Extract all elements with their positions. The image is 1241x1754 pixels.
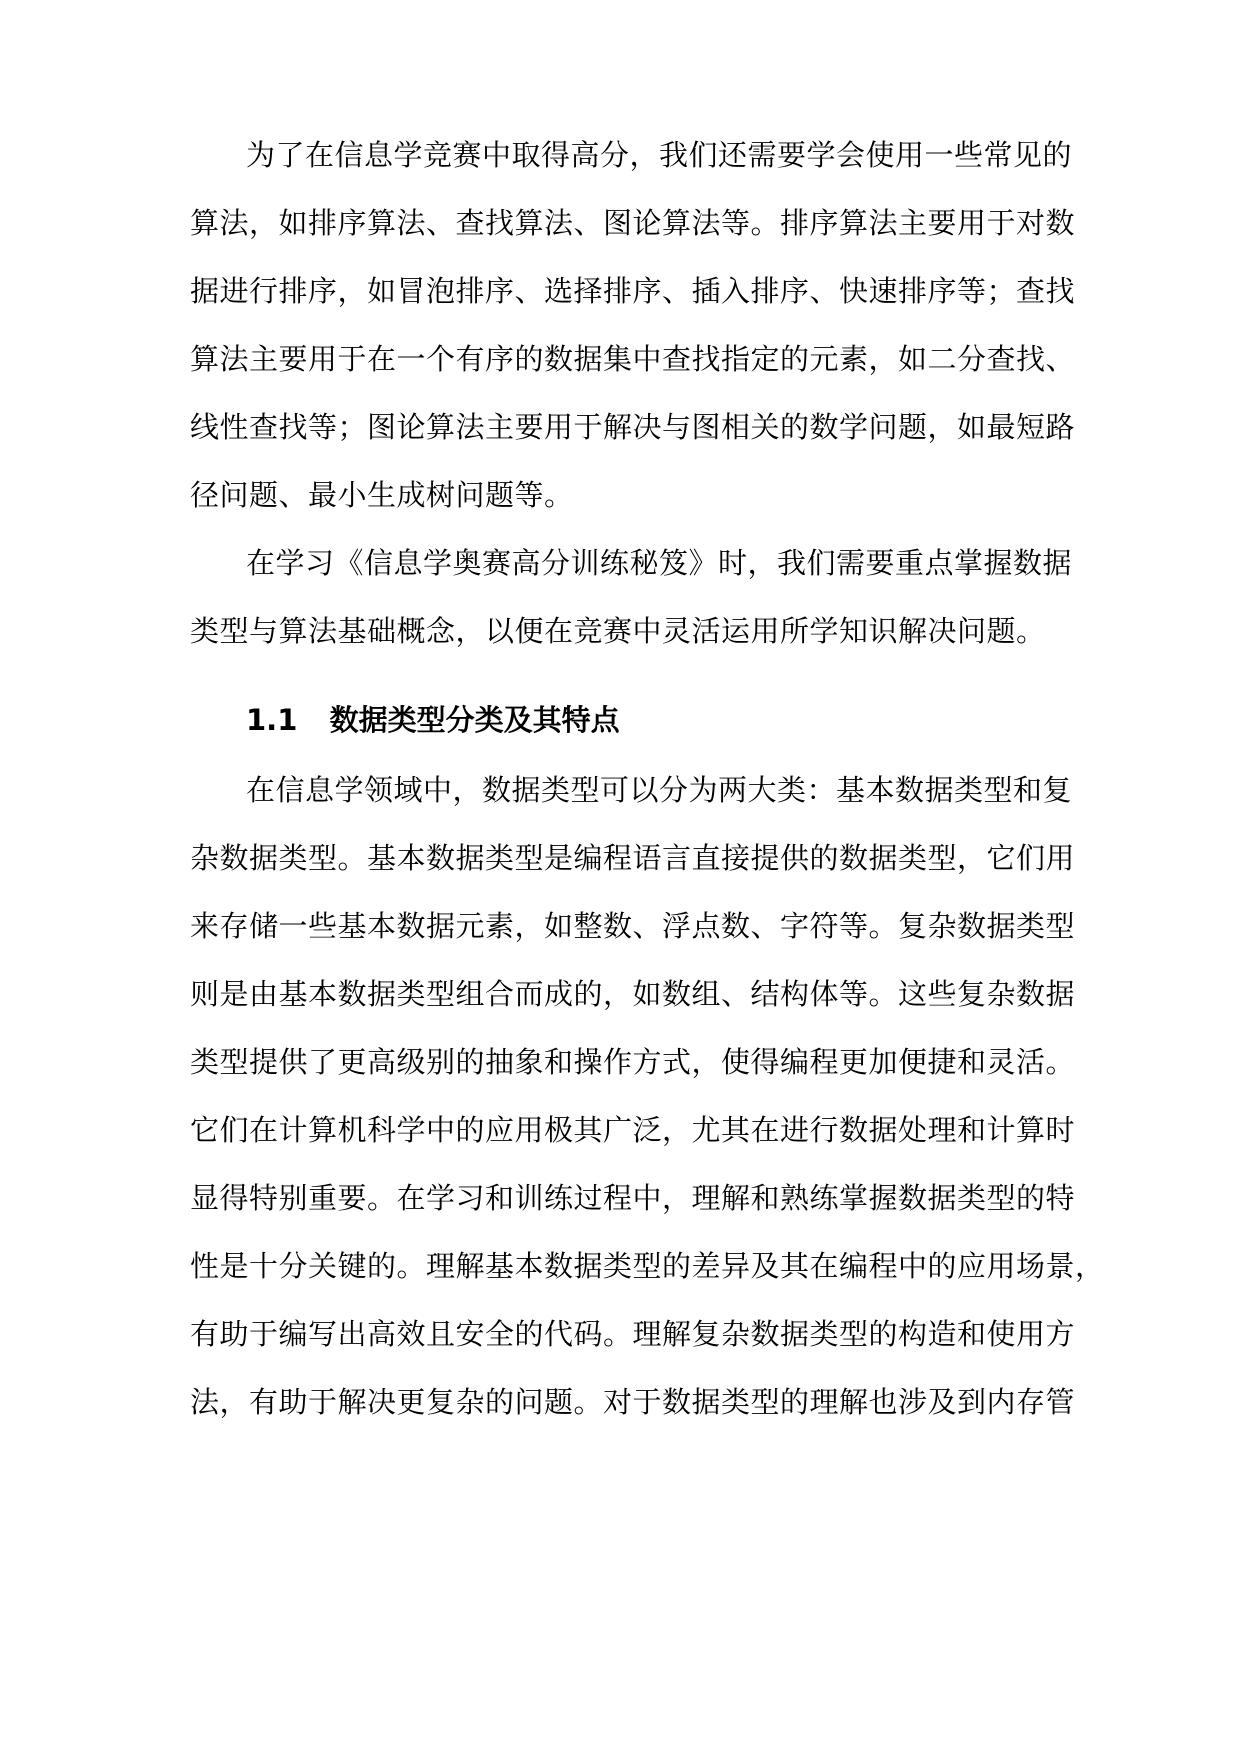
section-paragraph-line-2: 杂数据类型。基本数据类型是编程语言直接提供的数据类型，它们用 — [190, 841, 1076, 875]
section-paragraph-line-1: 在信息学领域中，数据类型可以分为两大类：基本数据类型和复 — [246, 773, 1073, 807]
paragraph-1-line-2: 算法，如排序算法、查找算法、图论算法等。排序算法主要用于对数 — [190, 206, 1076, 240]
section-title: 数据类型分类及其特点 — [329, 703, 620, 737]
paragraph-1-line-6: 径问题、最小生成树问题等。 — [190, 478, 574, 512]
section-heading — [246, 700, 620, 740]
section-paragraph-line-9: 有助于编写出高效且安全的代码。理解复杂数据类型的构造和使用方 — [190, 1317, 1076, 1351]
section-number: 1.1 — [246, 703, 298, 737]
section-paragraph-line-7: 显得特别重要。在学习和训练过程中，理解和熟练掌握数据类型的特 — [190, 1181, 1076, 1215]
paragraph-2-line-2: 类型与算法基础概念，以便在竞赛中灵活运用所学知识解决问题。 — [190, 614, 1046, 648]
paragraph-1-line-5: 线性查找等；图论算法主要用于解决与图相关的数学问题，如最短路 — [190, 410, 1076, 444]
section-paragraph-line-4: 则是由基本数据类型组合而成的，如数组、结构体等。这些复杂数据 — [190, 977, 1076, 1011]
section-paragraph-line-3: 来存储一些基本数据元素，如整数、浮点数、字符等。复杂数据类型 — [190, 909, 1076, 943]
section-paragraph-line-8: 性是十分关键的。理解基本数据类型的差异及其在编程中的应用场景， — [190, 1249, 1105, 1283]
paragraph-2-line-1: 在学习《信息学奥赛高分训练秘笈》时，我们需要重点掌握数据 — [246, 546, 1073, 580]
section-paragraph-line-10: 法，有助于解决更复杂的问题。对于数据类型的理解也涉及到内存管 — [190, 1385, 1076, 1419]
section-paragraph-line-5: 类型提供了更高级别的抽象和操作方式，使得编程更加便捷和灵活。 — [190, 1045, 1076, 1079]
section-paragraph-line-6: 它们在计算机科学中的应用极其广泛，尤其在进行数据处理和计算时 — [190, 1113, 1076, 1147]
paragraph-1-line-3: 据进行排序，如冒泡排序、选择排序、插入排序、快速排序等；查找 — [190, 274, 1076, 308]
paragraph-1-line-4: 算法主要用于在一个有序的数据集中查找指定的元素，如二分查找、 — [190, 342, 1076, 376]
paragraph-1-line-1: 为了在信息学竞赛中取得高分，我们还需要学会使用一些常见的 — [246, 138, 1073, 172]
